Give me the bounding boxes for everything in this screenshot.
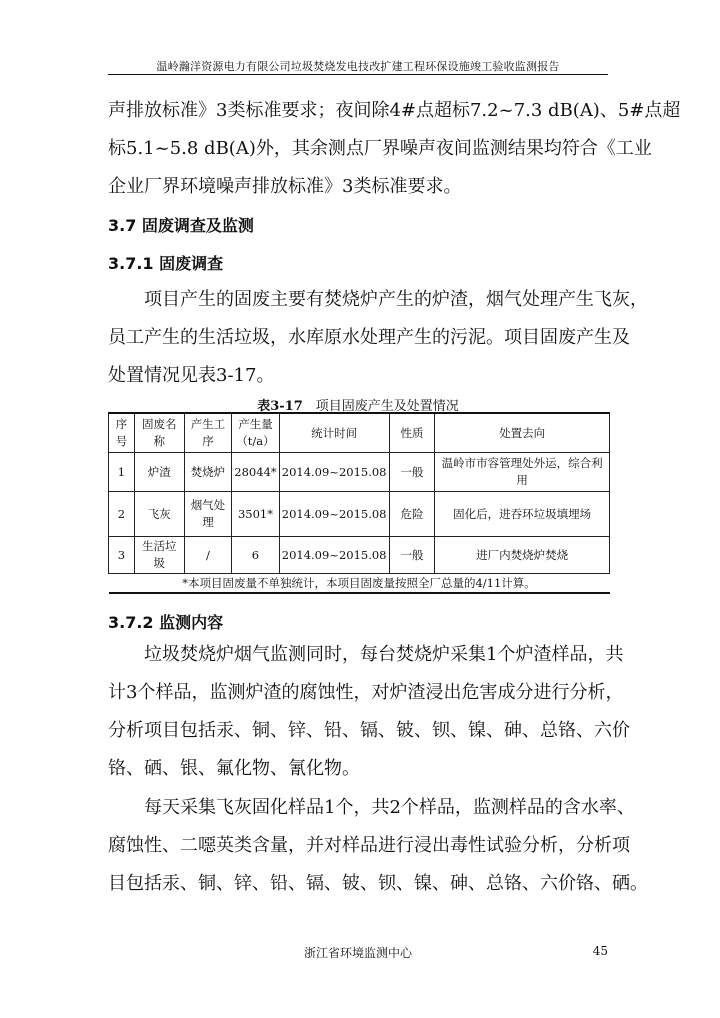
col-header-amount: 产生量（t/a） xyxy=(232,413,279,453)
cell-name: 飞灰 xyxy=(134,492,184,537)
section-heading-3-7-2: 3.7.2 监测内容 xyxy=(108,613,224,632)
col-header-nature: 性质 xyxy=(389,413,435,453)
intro-paragraph xyxy=(108,92,681,206)
monitoring-content-paragraph-1 xyxy=(108,636,630,788)
text-line: 分析项目包括汞、铜、锌、铅、镉、铍、钡、镍、砷、总铬、六价 xyxy=(108,720,630,741)
table-row xyxy=(109,453,610,492)
text-line: 目包括汞、铜、锌、铅、镉、铍、钡、镍、砷、总铬、六价铬、硒。 xyxy=(108,873,648,894)
text-line: 声排放标准》3类标准要求；夜间除4#点超标7.2~7.3 dB(A)、5#点超 xyxy=(108,100,681,121)
col-header-name: 固废名称 xyxy=(134,413,184,453)
footer-org: 浙江省环境监测中心 xyxy=(303,946,412,960)
text-line: 垃圾焚烧炉烟气监测同时，每台焚烧炉采集1个炉渣样品，共 xyxy=(108,644,624,665)
cell-period: 2014.09~2015.08 xyxy=(279,537,389,574)
text-line: 处置情况见表3-17。 xyxy=(108,365,275,386)
text-line: 腐蚀性、二噁英类含量，并对样品进行浸出毒性试验分析，分析项 xyxy=(108,835,630,856)
table-row xyxy=(109,537,610,574)
section-heading-3-7-1: 3.7.1 固废调查 xyxy=(108,254,224,273)
cell-disposal: 温岭市市容管理处外运，综合利用 xyxy=(435,453,610,492)
cell-period: 2014.09~2015.08 xyxy=(279,453,389,492)
cell-period: 2014.09~2015.08 xyxy=(279,492,389,537)
col-header-process: 产生工序 xyxy=(184,413,232,453)
cell-name: 生活垃圾 xyxy=(134,537,184,574)
col-header-disposal: 处置去向 xyxy=(435,413,610,453)
cell-nature: 一般 xyxy=(389,453,435,492)
cell-nature: 一般 xyxy=(389,537,435,574)
cell-process: 烟气处理 xyxy=(184,492,232,537)
cell-disposal: 进厂内焚烧炉焚烧 xyxy=(435,537,610,574)
solid-waste-table xyxy=(108,412,610,594)
page-number: 45 xyxy=(592,944,608,958)
text-line: 标5.1~5.8 dB(A)外，其余测点厂界噪声夜间监测结果均符合《工业 xyxy=(108,138,652,159)
cell-no: 2 xyxy=(109,492,135,537)
col-header-period: 统计时间 xyxy=(279,413,389,453)
table-row xyxy=(109,492,610,537)
cell-no: 1 xyxy=(109,453,135,492)
text-line: 企业厂界环境噪声排放标准》3类标准要求。 xyxy=(108,176,462,197)
header-title: 温岭瀚洋资源电力有限公司垃圾焚烧发电技改扩建工程环保设施竣工验收监测报告 xyxy=(156,60,560,73)
cell-amount: 6 xyxy=(232,537,279,574)
text-line: 每天采集飞灰固化样品1个，共2个样品，监测样品的含水率、 xyxy=(108,797,635,818)
cell-no: 3 xyxy=(109,537,135,574)
table-footnote: *本项目固废量不单独统计，本项目固废量按照全厂总量的4/11计算。 xyxy=(109,574,610,594)
header-rule xyxy=(108,74,608,75)
table-title: 项目固废产生及处置情况 xyxy=(315,399,459,414)
cell-process: / xyxy=(184,537,232,574)
text-line: 铬、硒、银、氟化物、氰化物。 xyxy=(108,758,360,779)
col-header-no: 序号 xyxy=(109,413,135,453)
cell-amount: 28044* xyxy=(232,453,279,492)
table-header-row xyxy=(109,413,610,453)
text-line: 员工产生的生活垃圾，水库原水处理产生的污泥。项目固废产生及 xyxy=(108,327,630,348)
monitoring-content-paragraph-2 xyxy=(108,789,648,903)
text-line: 计3个样品，监测炉渣的腐蚀性，对炉渣浸出危害成分进行分析， xyxy=(108,682,624,703)
text-line: 项目产生的固废主要有焚烧炉产生的炉渣，烟气处理产生飞灰， xyxy=(108,289,648,310)
cell-disposal: 固化后，进吞环垃圾填埋场 xyxy=(435,492,610,537)
cell-nature: 危险 xyxy=(389,492,435,537)
cell-name: 炉渣 xyxy=(134,453,184,492)
section-heading-3-7: 3.7 固废调查及监测 xyxy=(108,216,254,235)
table-footnote-row xyxy=(109,574,610,594)
solid-waste-survey-paragraph xyxy=(108,281,648,395)
table-number: 表3-17 xyxy=(257,399,303,414)
cell-amount: 3501* xyxy=(232,492,279,537)
cell-process: 焚烧炉 xyxy=(184,453,232,492)
